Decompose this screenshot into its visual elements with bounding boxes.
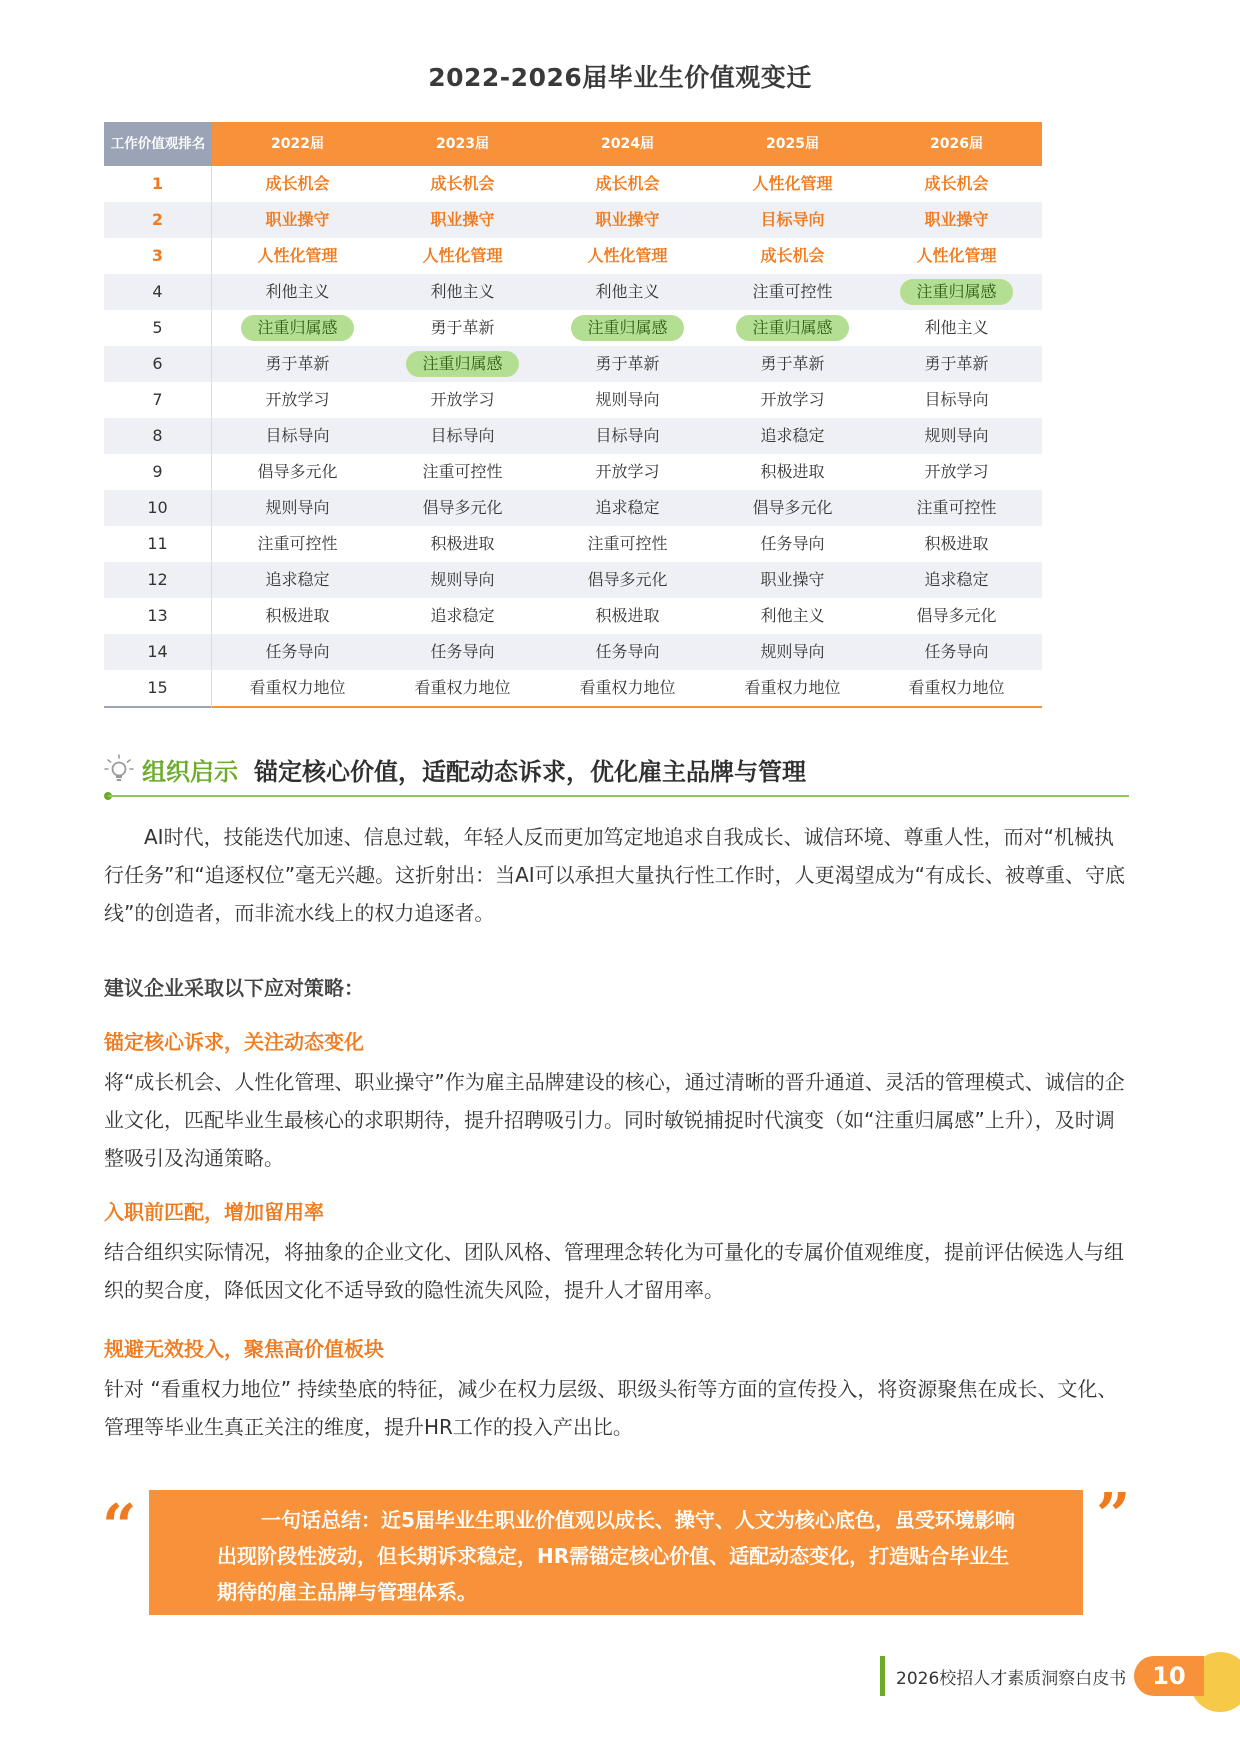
value-cell: 规则导向 [377,562,548,598]
rank-cell: 2 [104,202,211,238]
rank-header: 工作价值观排名 [104,122,212,166]
value-cell: 勇于革新 [707,346,878,382]
rank-cell: 13 [104,598,211,634]
value-cell: 追求稳定 [871,562,1042,598]
value-cell: 职业操守 [707,562,878,598]
value-cell: 积极进取 [377,526,548,562]
value-cell: 看重权力地位 [377,670,548,706]
highlight-pill: 注重归属感 [571,315,683,341]
open-quote-icon: “ [102,1492,137,1562]
value-cell: 任务导向 [542,634,713,670]
rank-cell: 4 [104,274,211,310]
year-column [377,122,548,708]
highlight-pill: 注重归属感 [406,351,518,377]
value-cell [871,274,1042,310]
value-cell: 倡导多元化 [377,490,548,526]
value-cell: 目标导向 [871,382,1042,418]
highlight-pill: 注重归属感 [900,279,1012,305]
value-cell: 注重可控性 [707,274,878,310]
value-cell: 利他主义 [377,274,548,310]
value-cell: 开放学习 [707,382,878,418]
value-cell: 倡导多元化 [707,490,878,526]
rank-cell: 8 [104,418,211,454]
value-cell: 成长机会 [707,238,878,274]
value-cell: 规则导向 [707,634,878,670]
value-cell: 积极进取 [542,598,713,634]
value-cell: 倡导多元化 [871,598,1042,634]
value-cell: 利他主义 [212,274,383,310]
page-number: 10 [1134,1656,1204,1696]
value-cell: 成长机会 [377,166,548,202]
strategy-title-1: 锚定核心诉求，关注动态变化 [104,1030,364,1054]
value-cell: 规则导向 [212,490,383,526]
value-cell [377,346,548,382]
lightbulb-icon [104,754,134,784]
summary-line-1: 一句话总结：近5届毕业生职业价值观以成长、操守、人文为核心底色，虽受环境影响 [261,1508,1015,1532]
value-cell: 追求稳定 [377,598,548,634]
year-header: 2024届 [542,122,713,166]
value-cell: 勇于革新 [212,346,383,382]
value-cell: 利他主义 [871,310,1042,346]
rank-cell: 7 [104,382,211,418]
page-title: 2022-2026届毕业生价值观变迁 [428,63,812,92]
value-cell: 职业操守 [212,202,383,238]
section-title: 锚定核心价值，适配动态诉求，优化雇主品牌与管理 [254,758,806,786]
value-cell: 成长机会 [212,166,383,202]
value-cell [542,310,713,346]
year-header: 2025届 [707,122,878,166]
value-cell: 开放学习 [871,454,1042,490]
value-cell: 任务导向 [707,526,878,562]
value-cell: 职业操守 [542,202,713,238]
section-heading [104,752,1129,798]
rank-cell: 12 [104,562,211,598]
year-column [542,122,713,708]
value-cell: 任务导向 [377,634,548,670]
section-label: 组织启示 [142,758,238,786]
value-cell: 勇于革新 [377,310,548,346]
value-cell: 成长机会 [542,166,713,202]
value-cell: 目标导向 [212,418,383,454]
year-column [707,122,878,708]
year-header: 2023届 [377,122,548,166]
value-cell: 倡导多元化 [542,562,713,598]
value-cell: 人性化管理 [871,238,1042,274]
year-column [212,122,383,708]
strategy-text-1: 将“成长机会、人性化管理、职业操守”作为雇主品牌建设的核心，通过清晰的晋升通道、灵活的管理模式、诚信的企业文化，匹配毕业生最核心的求职期待，提升招聘吸引力。同时敏锐捕捉时代演变（如“注重归属感”上升），及时调整吸引及沟通策略。 [104,1070,1125,1170]
close-quote-icon: ” [1096,1481,1131,1551]
value-cell: 利他主义 [707,598,878,634]
rank-cell: 15 [104,670,211,706]
value-cell: 规则导向 [542,382,713,418]
value-cell: 任务导向 [871,634,1042,670]
value-cell: 看重权力地位 [212,670,383,706]
highlight-pill: 注重归属感 [241,315,353,341]
summary-line-3: 期待的雇主品牌与管理体系。 [217,1580,477,1604]
rank-cell: 1 [104,166,211,202]
value-cell: 积极进取 [871,526,1042,562]
value-cell: 利他主义 [542,274,713,310]
value-cell: 注重可控性 [377,454,548,490]
rank-cell: 5 [104,310,211,346]
value-cell: 人性化管理 [212,238,383,274]
value-cell: 看重权力地位 [707,670,878,706]
rank-cell: 9 [104,454,211,490]
footer-publication: 2026校招人才素质洞察白皮书 [896,1669,1127,1689]
value-cell: 职业操守 [377,202,548,238]
value-cell: 勇于革新 [871,346,1042,382]
rank-cell: 6 [104,346,211,382]
value-cell: 看重权力地位 [871,670,1042,706]
rank-cell: 14 [104,634,211,670]
value-cell: 人性化管理 [542,238,713,274]
rank-cell: 3 [104,238,211,274]
summary-box [149,1490,1083,1615]
year-column [871,122,1042,708]
summary-line-2: 出现阶段性波动，但长期诉求稳定，HR需锚定核心价值、适配动态变化，打造贴合毕业生 [217,1544,1010,1568]
value-cell: 注重可控性 [542,526,713,562]
value-cell: 注重可控性 [212,526,383,562]
year-header: 2022届 [212,122,383,166]
value-cell: 勇于革新 [542,346,713,382]
footer-accent-bar [880,1656,885,1696]
value-cell: 规则导向 [871,418,1042,454]
value-cell: 目标导向 [707,202,878,238]
rank-cell: 10 [104,490,211,526]
rank-column [104,122,212,708]
value-cell: 积极进取 [707,454,878,490]
value-cell: 开放学习 [542,454,713,490]
value-cell: 开放学习 [212,382,383,418]
value-cell: 目标导向 [377,418,548,454]
strategy-title-2: 入职前匹配，增加留用率 [104,1200,324,1224]
strategy-title-3: 规避无效投入，聚焦高价值板块 [104,1337,384,1361]
value-cell: 职业操守 [871,202,1042,238]
value-cell: 追求稳定 [542,490,713,526]
value-cell: 注重可控性 [871,490,1042,526]
value-cell: 追求稳定 [212,562,383,598]
strategy-text-3: 针对 “看重权力地位” 持续垫底的特征，减少在权力层级、职级头衔等方面的宣传投入，将资源聚焦在成长、文化、管理等毕业生真正关注的维度，提升HR工作的投入产出比。 [104,1377,1118,1439]
rank-cell: 11 [104,526,211,562]
value-cell: 目标导向 [542,418,713,454]
strategy-text-2: 结合组织实际情况，将抽象的企业文化、团队风格、管理理念转化为可量化的专属价值观维度，提前评估候选人与组织的契合度，降低因文化不适导致的隐性流失风险，提升人才留用率。 [104,1240,1124,1302]
value-cell [212,310,383,346]
value-cell: 看重权力地位 [542,670,713,706]
value-cell: 追求稳定 [707,418,878,454]
value-cell: 积极进取 [212,598,383,634]
value-cell: 倡导多元化 [212,454,383,490]
year-header: 2026届 [871,122,1042,166]
value-cell: 开放学习 [377,382,548,418]
heading-underline [108,795,1129,797]
value-cell: 任务导向 [212,634,383,670]
value-cell: 人性化管理 [377,238,548,274]
value-cell: 人性化管理 [707,166,878,202]
intro-paragraph: AI时代，技能迭代加速、信息过载，年轻人反而更加笃定地追求自我成长、诚信环境、尊重人性，而对“机械执行任务”和“追逐权位”毫无兴趣。这折射出：当AI可以承担大量执行性工作时，人更渴望成为“有成长、被尊重、守底线”的创造者，而非流水线上的权力追逐者。 [104,825,1126,925]
highlight-pill: 注重归属感 [736,315,848,341]
value-cell [707,310,878,346]
value-cell: 成长机会 [871,166,1042,202]
strategy-lead: 建议企业采取以下应对策略： [104,976,364,1000]
